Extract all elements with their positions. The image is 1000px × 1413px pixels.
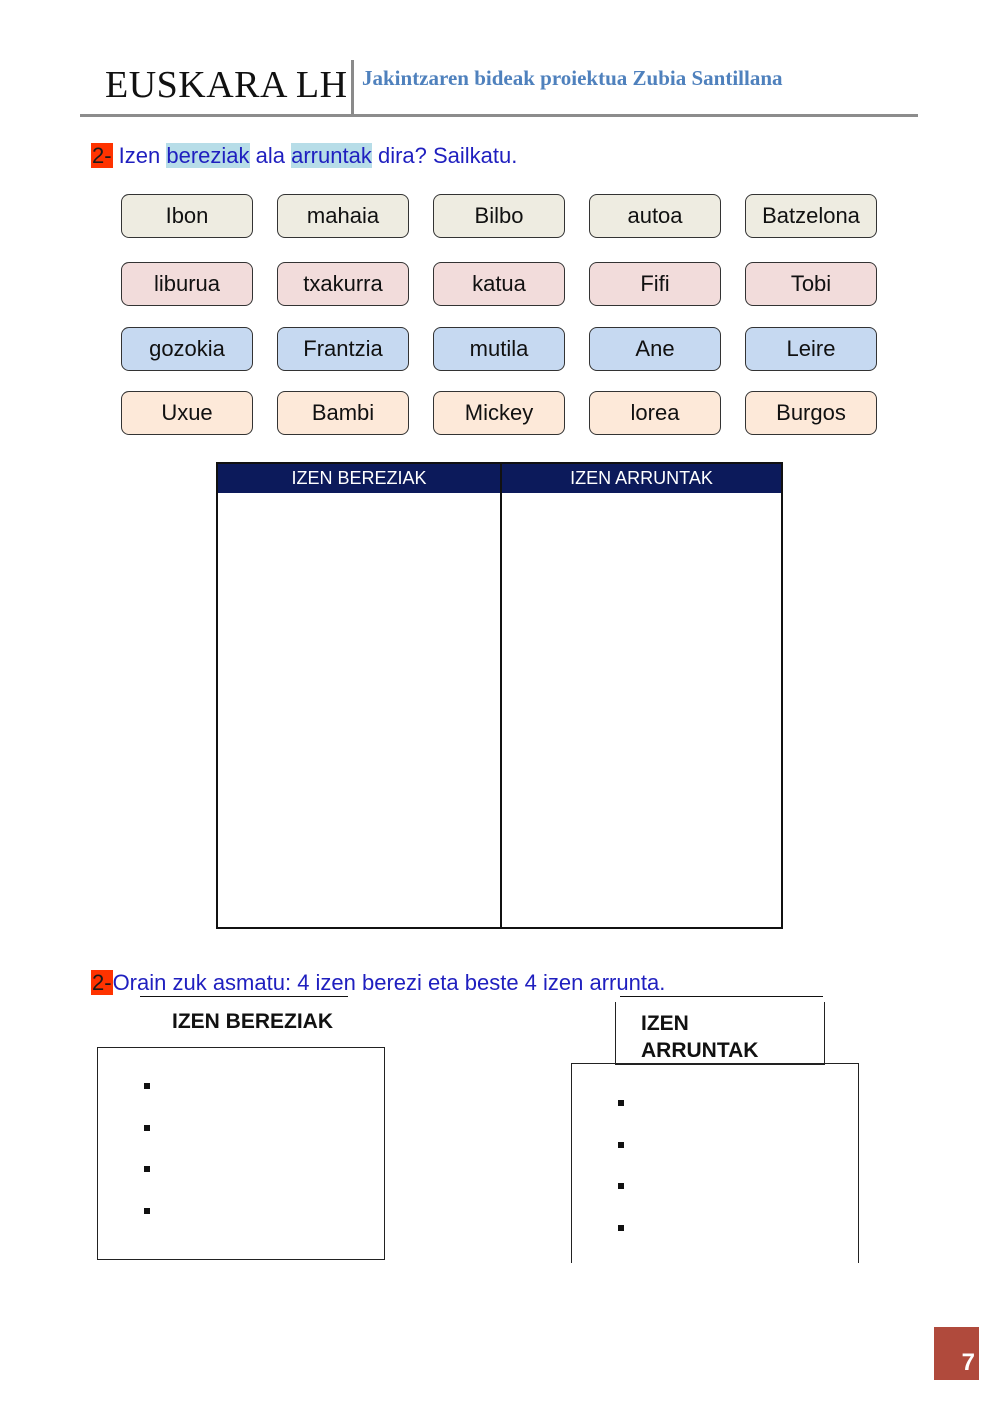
word-chip[interactable]: katua bbox=[433, 262, 565, 306]
underline bbox=[140, 996, 348, 997]
word-chip[interactable]: Uxue bbox=[121, 391, 253, 435]
page-number-underline bbox=[934, 1378, 979, 1380]
answer-input[interactable] bbox=[160, 1112, 364, 1146]
subject-title: EUSKARA LH bbox=[105, 64, 348, 106]
word-chip[interactable]: Tobi bbox=[745, 262, 877, 306]
word-chip[interactable]: Ibon bbox=[121, 194, 253, 238]
word-chip[interactable]: gozokia bbox=[121, 327, 253, 371]
word-chip[interactable]: autoa bbox=[589, 194, 721, 238]
task-2-number: 2- bbox=[92, 970, 112, 995]
answer-input[interactable] bbox=[634, 1087, 838, 1121]
project-subtitle: Jakintzaren bideak proiektua Zubia Santillana bbox=[362, 66, 783, 90]
bullet bbox=[618, 1100, 624, 1106]
header-izen-arruntak: IZEN ARRUNTAK bbox=[502, 464, 781, 493]
bullet bbox=[618, 1183, 624, 1189]
task-1-suffix: dira? Sailkatu. bbox=[371, 143, 518, 168]
bullet bbox=[144, 1083, 150, 1089]
answer-box-arruntak bbox=[571, 1063, 859, 1263]
answer-box-bereziak bbox=[97, 1047, 385, 1260]
word-chip[interactable]: mahaia bbox=[277, 194, 409, 238]
right-title-line2: ARRUNTAK bbox=[641, 1039, 759, 1062]
bullet bbox=[618, 1142, 624, 1148]
header-divider bbox=[351, 60, 354, 116]
left-box-title: IZEN BEREZIAK bbox=[172, 1010, 334, 1033]
task-2-text: Orain zuk asmatu: 4 izen berezi eta beste 4 izen arrunta. bbox=[112, 970, 666, 995]
task-2-instruction bbox=[91, 970, 665, 996]
task-1-number: 2- bbox=[92, 143, 112, 168]
word-chip[interactable]: liburua bbox=[121, 262, 253, 306]
bullet bbox=[144, 1208, 150, 1214]
word-chip[interactable]: mutila bbox=[433, 327, 565, 371]
word-chip[interactable]: Burgos bbox=[745, 391, 877, 435]
bullet bbox=[618, 1225, 624, 1231]
answer-input[interactable] bbox=[160, 1195, 364, 1229]
sorting-table bbox=[216, 462, 783, 929]
word-chip[interactable]: Leire bbox=[745, 327, 877, 371]
word-chip[interactable]: Batzelona bbox=[745, 194, 877, 238]
answer-input[interactable] bbox=[634, 1129, 838, 1163]
task-1-instruction bbox=[91, 143, 517, 169]
answer-input[interactable] bbox=[160, 1153, 364, 1187]
word-chip[interactable]: Frantzia bbox=[277, 327, 409, 371]
header-rule bbox=[80, 114, 918, 117]
header-izen-bereziak: IZEN BEREZIAK bbox=[218, 464, 500, 493]
word-chip[interactable]: Bambi bbox=[277, 391, 409, 435]
word-chip[interactable]: Bilbo bbox=[433, 194, 565, 238]
word-chip[interactable]: lorea bbox=[589, 391, 721, 435]
bullet bbox=[144, 1166, 150, 1172]
right-box-title bbox=[615, 1002, 825, 1065]
answer-input[interactable] bbox=[160, 1070, 364, 1104]
task-1-middle: ala bbox=[249, 143, 292, 168]
answer-input[interactable] bbox=[634, 1170, 838, 1204]
underline bbox=[620, 996, 823, 997]
drop-zone-arruntak[interactable] bbox=[502, 493, 781, 927]
word-chip[interactable]: Ane bbox=[589, 327, 721, 371]
bullet bbox=[144, 1125, 150, 1131]
answer-input[interactable] bbox=[634, 1212, 838, 1246]
page-number: 7 bbox=[934, 1327, 979, 1379]
word-chip[interactable]: Fifi bbox=[589, 262, 721, 306]
word-chip[interactable]: Mickey bbox=[433, 391, 565, 435]
highlight-arruntak: arruntak bbox=[291, 143, 372, 168]
word-chip[interactable]: txakurra bbox=[277, 262, 409, 306]
right-title-line1: IZEN bbox=[641, 1012, 689, 1035]
task-1-prefix: Izen bbox=[112, 143, 167, 168]
highlight-bereziak: bereziak bbox=[166, 143, 250, 168]
drop-zone-bereziak[interactable] bbox=[218, 493, 500, 927]
